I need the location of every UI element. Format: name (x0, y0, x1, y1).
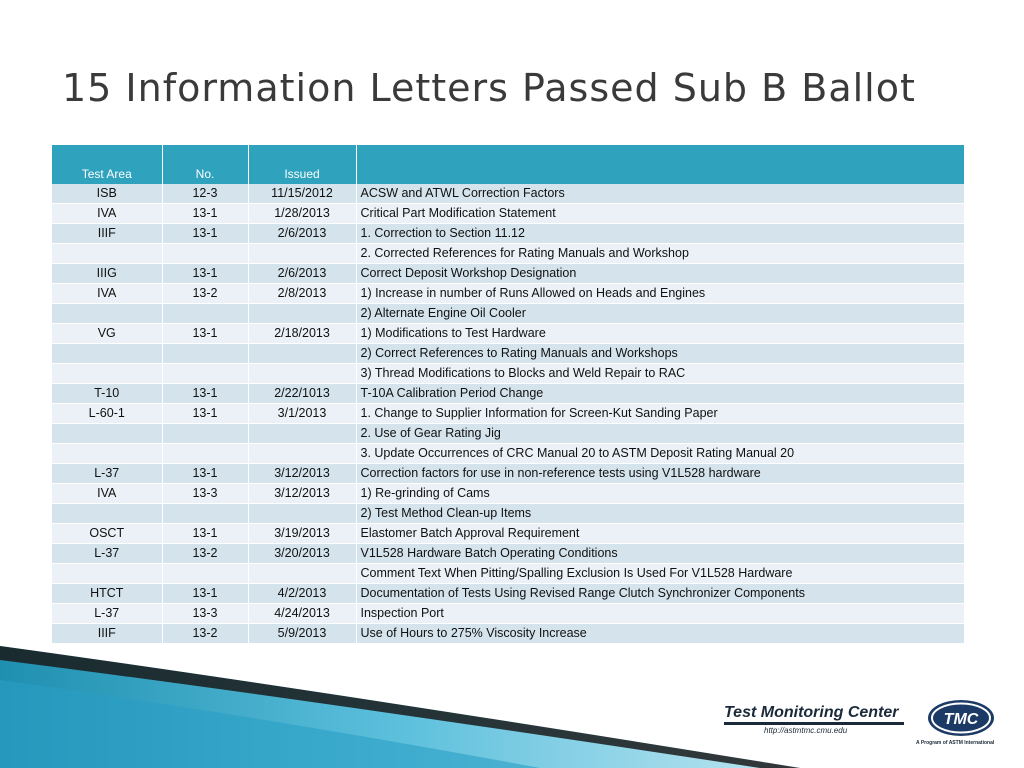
cell-description: Use of Hours to 275% Viscosity Increase (356, 624, 964, 644)
cell-description: 2. Corrected References for Rating Manuals and Workshop (356, 244, 964, 264)
cell-description: Inspection Port (356, 604, 964, 624)
cell-no: 13-1 (162, 584, 248, 604)
cell-issued: 2/22/1013 (248, 384, 356, 404)
cell-no (162, 504, 248, 524)
cell-test-area (52, 304, 162, 324)
cell-issued (248, 364, 356, 384)
cell-test-area: ISB (52, 184, 162, 204)
cell-test-area: IIIF (52, 624, 162, 644)
cell-test-area: L-37 (52, 544, 162, 564)
cell-issued (248, 344, 356, 364)
cell-issued: 3/20/2013 (248, 544, 356, 564)
cell-no (162, 344, 248, 364)
header-no: No. (162, 145, 248, 184)
cell-test-area: VG (52, 324, 162, 344)
cell-issued: 1/28/2013 (248, 204, 356, 224)
cell-description: Documentation of Tests Using Revised Range Clutch Synchronizer Components (356, 584, 964, 604)
table-row (52, 464, 964, 484)
cell-test-area: HTCT (52, 584, 162, 604)
cell-no: 13-2 (162, 544, 248, 564)
cell-test-area: IIIF (52, 224, 162, 244)
cell-description: Elastomer Batch Approval Requirement (356, 524, 964, 544)
decorative-swoosh (0, 620, 800, 768)
cell-description: 1) Increase in number of Runs Allowed on Heads and Engines (356, 284, 964, 304)
cell-no: 13-1 (162, 264, 248, 284)
table-row (52, 564, 964, 584)
cell-description: 2. Use of Gear Rating Jig (356, 424, 964, 444)
cell-description: Correct Deposit Workshop Designation (356, 264, 964, 284)
table-row (52, 364, 964, 384)
cell-no: 13-1 (162, 324, 248, 344)
cell-description: V1L528 Hardware Batch Operating Conditions (356, 544, 964, 564)
cell-no (162, 444, 248, 464)
tmc-emblem-icon (926, 698, 996, 738)
table-row (52, 544, 964, 564)
cell-issued (248, 424, 356, 444)
table-row (52, 264, 964, 284)
cell-no: 13-2 (162, 624, 248, 644)
cell-test-area (52, 444, 162, 464)
cell-no: 13-1 (162, 464, 248, 484)
header-issued: Issued (248, 145, 356, 184)
cell-no (162, 424, 248, 444)
cell-test-area: IIIG (52, 264, 162, 284)
cell-issued: 3/12/2013 (248, 484, 356, 504)
cell-issued (248, 564, 356, 584)
cell-issued: 2/8/2013 (248, 284, 356, 304)
table-row (52, 244, 964, 264)
tmc-rule (724, 722, 904, 725)
cell-issued: 4/24/2013 (248, 604, 356, 624)
cell-no: 13-3 (162, 604, 248, 624)
cell-test-area: L-37 (52, 604, 162, 624)
cell-description: Critical Part Modification Statement (356, 204, 964, 224)
cell-issued: 2/6/2013 (248, 264, 356, 284)
table-row (52, 204, 964, 224)
cell-no: 13-1 (162, 224, 248, 244)
cell-test-area (52, 504, 162, 524)
table-header-row (52, 145, 964, 184)
cell-description: Correction factors for use in non-reference tests using V1L528 hardware (356, 464, 964, 484)
cell-description: 3. Update Occurrences of CRC Manual 20 to ASTM Deposit Rating Manual 20 (356, 444, 964, 464)
cell-test-area (52, 244, 162, 264)
cell-test-area: L-37 (52, 464, 162, 484)
cell-description: 2) Correct References to Rating Manuals and Workshops (356, 344, 964, 364)
cell-issued: 3/19/2013 (248, 524, 356, 544)
cell-no: 13-2 (162, 284, 248, 304)
cell-no (162, 564, 248, 584)
table-row (52, 424, 964, 444)
cell-no: 13-3 (162, 484, 248, 504)
cell-issued: 3/1/2013 (248, 404, 356, 424)
tmc-logo (720, 698, 1020, 758)
table-body (52, 184, 964, 644)
cell-test-area: T-10 (52, 384, 162, 404)
cell-description: 3) Thread Modifications to Blocks and Weld Repair to RAC (356, 364, 964, 384)
cell-test-area: OSCT (52, 524, 162, 544)
cell-no: 13-1 (162, 404, 248, 424)
table-row (52, 344, 964, 364)
cell-issued (248, 244, 356, 264)
table-row (52, 304, 964, 324)
cell-description: 1. Change to Supplier Information for Screen-Kut Sanding Paper (356, 404, 964, 424)
cell-description: 1) Re-grinding of Cams (356, 484, 964, 504)
cell-no (162, 244, 248, 264)
table-row (52, 504, 964, 524)
cell-issued (248, 504, 356, 524)
cell-no: 13-1 (162, 524, 248, 544)
cell-issued: 5/9/2013 (248, 624, 356, 644)
cell-issued (248, 304, 356, 324)
table-row (52, 224, 964, 244)
cell-test-area (52, 364, 162, 384)
cell-description: 2) Alternate Engine Oil Cooler (356, 304, 964, 324)
tmc-org-name: Test Monitoring Center (724, 704, 899, 721)
cell-test-area: IVA (52, 284, 162, 304)
cell-issued: 2/18/2013 (248, 324, 356, 344)
cell-no: 13-1 (162, 384, 248, 404)
cell-description: 1. Correction to Section 11.12 (356, 224, 964, 244)
cell-test-area (52, 344, 162, 364)
cell-test-area: L-60-1 (52, 404, 162, 424)
cell-test-area: IVA (52, 204, 162, 224)
header-test-area: Test Area (52, 145, 162, 184)
table-row (52, 524, 964, 544)
cell-issued: 11/15/2012 (248, 184, 356, 204)
tmc-emblem-text: TMC (943, 711, 979, 728)
cell-issued (248, 444, 356, 464)
cell-description: Comment Text When Pitting/Spalling Exclusion Is Used For V1L528 Hardware (356, 564, 964, 584)
slide-title: 15 Information Letters Passed Sub B Ballot (62, 66, 916, 110)
table-row (52, 184, 964, 204)
table-row (52, 284, 964, 304)
table-row (52, 444, 964, 464)
letters-table (52, 145, 964, 644)
cell-description: 1) Modifications to Test Hardware (356, 324, 964, 344)
letters-table-container (52, 145, 964, 644)
cell-issued: 3/12/2013 (248, 464, 356, 484)
cell-no (162, 304, 248, 324)
cell-test-area: IVA (52, 484, 162, 504)
table-row (52, 384, 964, 404)
cell-description: 2) Test Method Clean-up Items (356, 504, 964, 524)
table-row (52, 404, 964, 424)
cell-description: T-10A Calibration Period Change (356, 384, 964, 404)
tmc-tagline: A Program of ASTM International (916, 740, 995, 746)
cell-issued: 2/6/2013 (248, 224, 356, 244)
cell-no (162, 364, 248, 384)
table-row (52, 484, 964, 504)
table-row (52, 324, 964, 344)
table-row (52, 584, 964, 604)
cell-no: 12-3 (162, 184, 248, 204)
cell-no: 13-1 (162, 204, 248, 224)
cell-test-area (52, 424, 162, 444)
header-description (356, 145, 964, 184)
cell-description: ACSW and ATWL Correction Factors (356, 184, 964, 204)
cell-issued: 4/2/2013 (248, 584, 356, 604)
tmc-url: http://astmtmc.cmu.edu (764, 726, 848, 735)
cell-test-area (52, 564, 162, 584)
